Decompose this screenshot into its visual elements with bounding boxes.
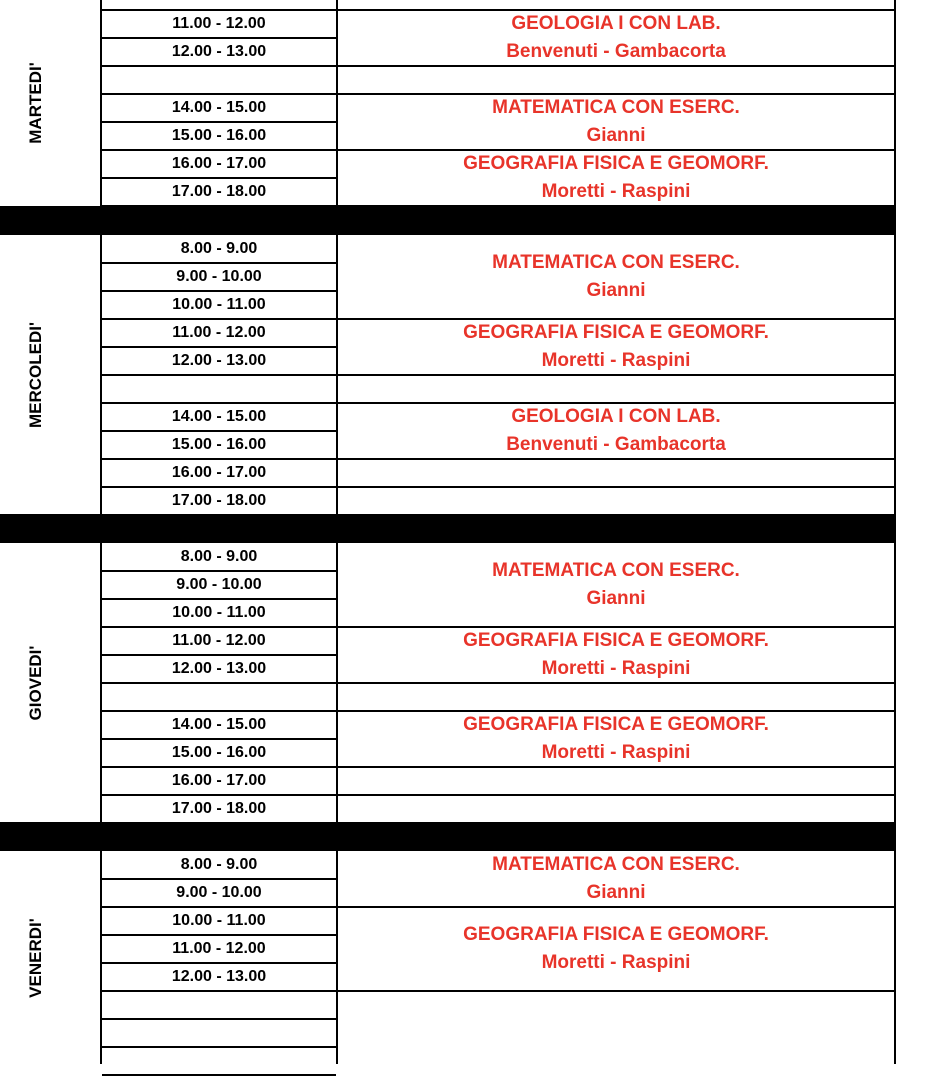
course-block xyxy=(338,907,894,991)
course-teacher: Moretti - Raspini xyxy=(541,181,691,202)
course-block xyxy=(338,851,894,907)
time-slot xyxy=(102,375,336,403)
time-slot: 12.00 - 13.00 xyxy=(171,968,267,985)
time-slot: 9.00 - 10.00 xyxy=(176,268,262,285)
course-teacher: Benvenuti - Gambacorta xyxy=(506,434,726,455)
time-slot: 11.00 - 12.00 xyxy=(172,940,266,957)
course-block xyxy=(338,627,894,683)
time-slot: 17.00 - 18.00 xyxy=(171,800,267,817)
course-block xyxy=(338,10,894,66)
course-teacher: Moretti - Raspini xyxy=(541,952,691,973)
time-slot: 10.00 - 11.00 xyxy=(172,296,266,313)
time-slot: 14.00 - 15.00 xyxy=(171,716,267,733)
time-slot: 12.00 - 13.00 xyxy=(171,43,267,60)
time-slot: 11.00 - 12.00 xyxy=(172,632,266,649)
course-title: GEOLOGIA I CON LAB. xyxy=(511,406,721,427)
course-teacher: Gianni xyxy=(586,588,646,609)
time-slot: 16.00 - 17.00 xyxy=(171,464,267,481)
course-block xyxy=(338,683,894,711)
course-block xyxy=(338,459,894,487)
time-slot: 12.00 - 13.00 xyxy=(171,660,267,677)
time-slot xyxy=(102,66,336,94)
time-slot: 8.00 - 9.00 xyxy=(180,548,258,565)
course-block xyxy=(338,319,894,375)
time-slot: 15.00 - 16.00 xyxy=(171,436,267,453)
course-teacher: Moretti - Raspini xyxy=(541,742,691,763)
course-block xyxy=(338,991,894,1075)
time-slot: 14.00 - 15.00 xyxy=(171,408,267,425)
time-slot: 15.00 - 16.00 xyxy=(171,127,267,144)
course-block xyxy=(338,235,894,319)
course-title: MATEMATICA CON ESERC. xyxy=(492,560,740,581)
column-border xyxy=(894,543,896,823)
course-teacher: Gianni xyxy=(586,882,646,903)
course-title: MATEMATICA CON ESERC. xyxy=(492,97,740,118)
column-border xyxy=(894,235,896,515)
course-title: MATEMATICA CON ESERC. xyxy=(492,252,740,273)
course-block xyxy=(338,711,894,767)
day-label: MARTEDI' xyxy=(26,62,45,144)
day-separator-bar xyxy=(0,822,896,851)
course-title: GEOGRAFIA FISICA E GEOMORF. xyxy=(463,714,769,735)
time-slot xyxy=(102,991,336,1019)
course-teacher: Moretti - Raspini xyxy=(541,658,691,679)
time-slot: 8.00 - 9.00 xyxy=(180,856,258,873)
day-label: VENERDI' xyxy=(26,917,45,998)
day-label: MERCOLEDI' xyxy=(26,321,45,429)
course-block xyxy=(338,403,894,459)
time-slot: 16.00 - 17.00 xyxy=(171,155,267,172)
time-slot: 11.00 - 12.00 xyxy=(172,324,266,341)
time-slot: 8.00 - 9.00 xyxy=(180,240,258,257)
course-block xyxy=(338,94,894,150)
time-slot: 9.00 - 10.00 xyxy=(176,576,262,593)
time-slot: 17.00 - 18.00 xyxy=(171,492,267,509)
time-slot: 15.00 - 16.00 xyxy=(171,744,267,761)
course-title: MATEMATICA CON ESERC. xyxy=(492,854,740,875)
course-block xyxy=(338,375,894,403)
time-slot: 10.00 - 11.00 xyxy=(172,912,266,929)
time-slot: 14.00 - 15.00 xyxy=(171,99,267,116)
column-border xyxy=(894,0,896,206)
course-block xyxy=(338,795,894,823)
course-teacher: Moretti - Raspini xyxy=(541,350,691,371)
time-slot xyxy=(102,683,336,711)
time-slot xyxy=(102,1047,336,1075)
course-teacher: Gianni xyxy=(586,280,646,301)
course-title: GEOGRAFIA FISICA E GEOMORF. xyxy=(463,322,769,343)
day-label: GIOVEDI' xyxy=(26,645,45,721)
course-teacher: Benvenuti - Gambacorta xyxy=(506,41,726,62)
time-slot: 10.00 - 11.00 xyxy=(172,604,266,621)
time-slot: 17.00 - 18.00 xyxy=(171,183,267,200)
course-block xyxy=(338,66,894,94)
course-title: GEOGRAFIA FISICA E GEOMORF. xyxy=(463,630,769,651)
day-separator-bar xyxy=(0,514,896,543)
day-separator-bar xyxy=(0,206,896,235)
course-title: GEOLOGIA I CON LAB. xyxy=(511,13,721,34)
time-slot: 9.00 - 10.00 xyxy=(176,884,262,901)
course-block xyxy=(338,150,894,206)
course-title: GEOGRAFIA FISICA E GEOMORF. xyxy=(463,153,769,174)
time-slot xyxy=(102,1019,336,1047)
time-slot: 16.00 - 17.00 xyxy=(171,772,267,789)
course-block xyxy=(338,543,894,627)
course-block xyxy=(338,487,894,515)
course-teacher: Gianni xyxy=(586,125,646,146)
time-slot: 11.00 - 12.00 xyxy=(172,15,266,32)
course-title: GEOGRAFIA FISICA E GEOMORF. xyxy=(463,924,769,945)
column-border xyxy=(894,851,896,1064)
time-slot: 12.00 - 13.00 xyxy=(171,352,267,369)
course-block xyxy=(338,767,894,795)
